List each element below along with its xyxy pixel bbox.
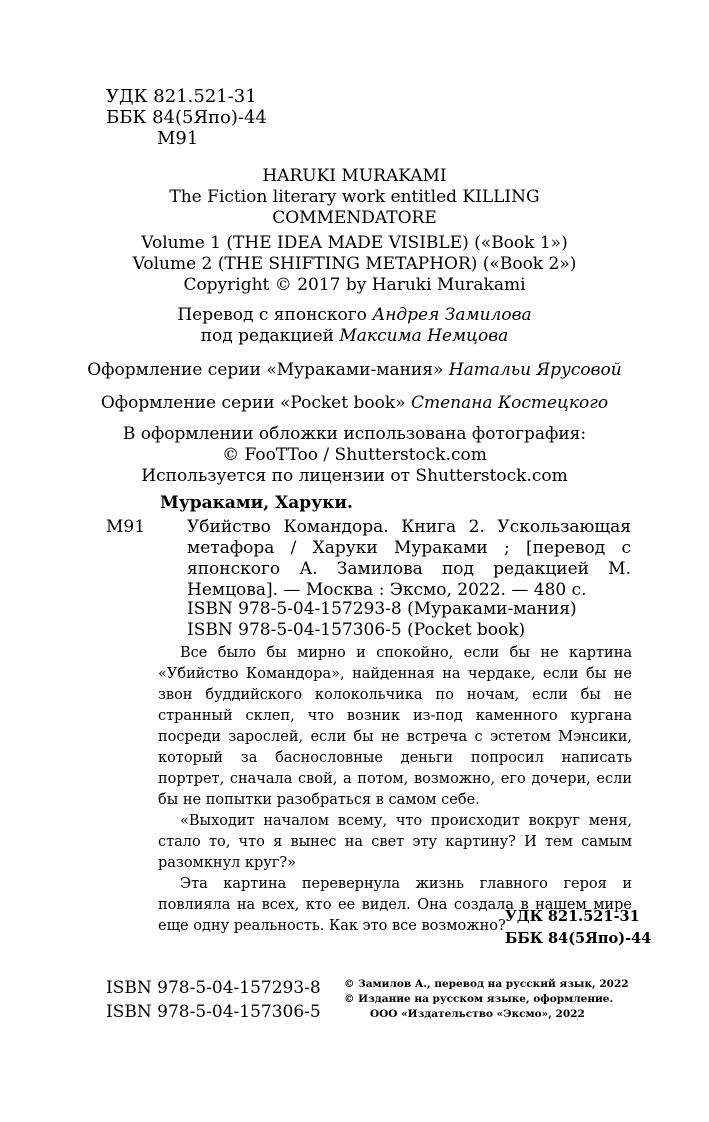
annotation-paragraph-2: «Выходит началом всему, что происходит вокруг меня, стало то, что я вынес на свет эту картину? И тем самым разомкнул круг?» xyxy=(158,813,632,871)
translation-line: Перевод с японского Андрея Замилова xyxy=(177,305,532,325)
translation-credits xyxy=(0,305,709,347)
series2-credit: Оформление серии «Pocket book» Степана Костецкого xyxy=(100,393,609,413)
annotation-paragraph-1: Все было бы мирно и спокойно, если бы не картина «Убийство Командора», найденная на чердаке, если бы не звон буддийского колокольчика по ночам, если бы не странный склеп, что возник из-под каменного кургана посреди зарослей, если бы не встреча с эстетом Мэнсики, который за баснословные деньги попросил написать портрет, сначала свой, а потом, возможно, его дочери, если бы не попытки разобраться в самом себе. xyxy=(158,645,632,808)
bottom-copyright-block xyxy=(344,977,629,1022)
bottom-isbn-2: ISBN 978-5-04-157306-5 xyxy=(106,1002,321,1022)
photo-line3: Используется по лицензии от Shutterstock.com xyxy=(141,466,568,486)
photo-line1: В оформлении обложки использована фотография: xyxy=(122,424,587,444)
classification-block xyxy=(106,86,267,149)
author-mark: М91 xyxy=(157,128,199,149)
work-title-line2: COMMENDATORE xyxy=(272,208,437,228)
editor-line: под редакцией Максима Немцова xyxy=(200,326,509,346)
copyright-publisher: ООО «Издательство «Эксмо», 2022 xyxy=(370,1008,585,1020)
bottom-bbk: ББК 84(5Япо)-44 xyxy=(505,930,652,947)
editor-name: Максима Немцова xyxy=(339,326,509,346)
annotation-paragraph-3: Эта картина перевернула жизнь главного героя и повлияла на всех, кто ее видел. Она создала в нашем мире еще одну реальность. Как это все возможно? xyxy=(158,876,632,934)
original-copyright: Copyright © 2017 by Haruki Murakami xyxy=(183,275,526,295)
photo-credit xyxy=(0,424,709,487)
series1-designer: Натальи Ярусовой xyxy=(448,360,622,380)
photo-line2: © FooTToo / Shutterstock.com xyxy=(222,445,487,465)
volume-1: Volume 1 (THE IDEA MADE VISIBLE) («Book 1») xyxy=(141,233,568,253)
volumes-block xyxy=(0,233,709,296)
catalog-isbn-1: ISBN 978-5-04-157293-8 (Мураками-мания) xyxy=(187,599,577,619)
bbk-code: ББК 84(5Япо)-44 xyxy=(106,107,267,128)
udk-code: УДК 821.521-31 xyxy=(106,86,257,107)
series2-designer: Степана Костецкого xyxy=(410,393,609,413)
catalog-description: Убийство Командора. Книга 2. Ускользающая метафора / Харуки Мураками ; [перевод с японского А. Замилова под редакцией М. Немцова]. — Москва : Эксмо, 2022. — 480 с. xyxy=(187,517,631,600)
annotation xyxy=(158,643,632,937)
catalog-isbn-2: ISBN 978-5-04-157306-5 (Pocket book) xyxy=(187,620,526,640)
bottom-udk: УДК 821.521-31 xyxy=(505,908,640,925)
original-rights-block xyxy=(0,166,709,229)
work-title-line1: The Fiction literary work entitled KILLING xyxy=(169,187,540,207)
catalog-author-heading: Мураками, Харуки. xyxy=(160,493,353,513)
bottom-isbn-1: ISBN 978-5-04-157293-8 xyxy=(106,978,321,998)
translator-name: Андрея Замилова xyxy=(372,305,532,325)
catalog-mark: М91 xyxy=(106,517,146,537)
original-author: HARUKI MURAKAMI xyxy=(262,166,447,186)
copyright-translation: © Замилов А., перевод на русский язык, 2022 xyxy=(344,978,629,990)
copyright-edition: © Издание на русском языке, оформление. xyxy=(344,993,614,1005)
bottom-codes xyxy=(505,906,651,950)
volume-2: Volume 2 (THE SHIFTING METAPHOR) («Book 2») xyxy=(132,254,577,274)
bottom-isbn-block xyxy=(106,976,321,1024)
series1-credit: Оформление серии «Мураками-мания» Натальи Ярусовой xyxy=(87,360,622,380)
catalog-isbn-block xyxy=(187,599,577,641)
